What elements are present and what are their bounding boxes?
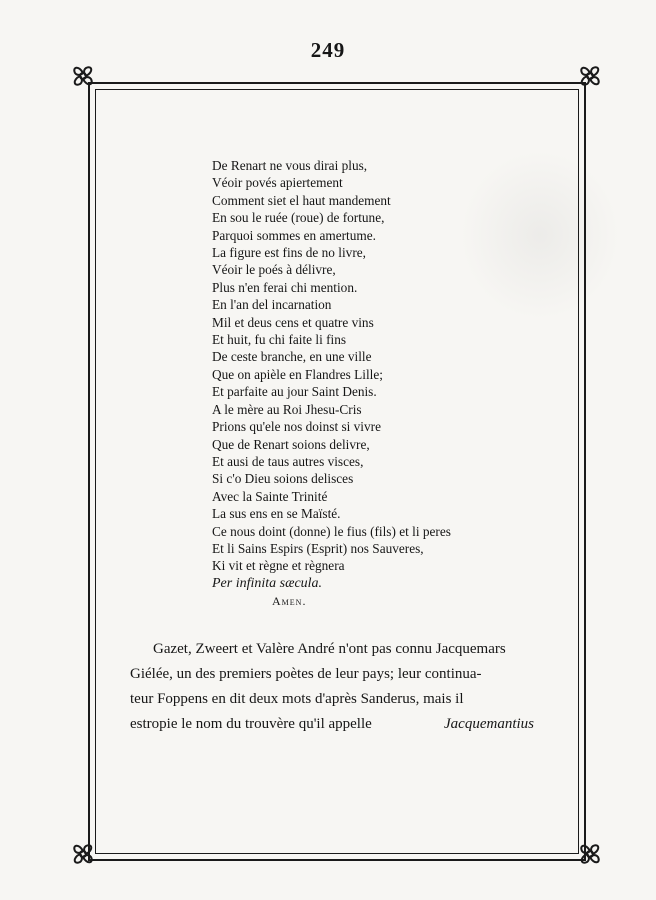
verse-line: Véoir povés apiertement [212, 175, 343, 191]
prose-line: Giélée, un des premiers poètes de leur pays; leur continua- [130, 666, 482, 682]
verse-line: Que de Renart soions delivre, [212, 436, 370, 452]
prose-line-last [130, 712, 534, 737]
verse-line: Que on apièle en Flandres Lille; [212, 366, 383, 382]
verse-line: En l'an del incarnation [212, 297, 332, 313]
verse-line: De Renart ne vous dirai plus, [212, 158, 368, 173]
verse-line: Et li Sains Espirs (Esprit) nos Sauveres, [212, 540, 424, 556]
verse-line: Et parfaite au jour Saint Denis. [212, 384, 377, 400]
verse-line: Si c'o Dieu soions delisces [212, 471, 354, 487]
verse-line: De ceste branche, en une ville [212, 349, 372, 365]
verse-line: Mil et deus cens et quatre vins [212, 314, 374, 330]
verse-amen: Amen. [272, 594, 307, 609]
fleuron-icon [577, 841, 603, 867]
fleuron-icon [577, 63, 603, 89]
prose-italic-name: Jacquemantius [444, 716, 534, 732]
verse-line: Comment siet el haut mandement [212, 192, 391, 208]
prose-text: estropie le nom du trouvère qu'il appelle [130, 716, 372, 732]
verse-line: A le mère au Roi Jhesu-Cris [212, 401, 362, 417]
verse-line: En sou le ruée (roue) de fortune, [212, 210, 385, 226]
verse-line: Avec la Sainte Trinité [212, 488, 328, 504]
verse-line: Et huit, fu chi faite li fins [212, 332, 347, 348]
prose-line: Gazet, Zweert et Valère André n'ont pas connu Jacquemars [153, 641, 506, 657]
prose-paragraph [130, 637, 534, 737]
verse-line: Véoir le poés à délivre, [212, 262, 336, 278]
verse-line: Et ausi de taus autres visces, [212, 453, 364, 469]
verse-line: Ce nous doint (donne) le fius (fils) et li peres [212, 523, 451, 539]
verse-line: La figure est fins de no livre, [212, 245, 366, 261]
verse-line: Parquoi sommes en amertume. [212, 227, 376, 243]
fleuron-icon [70, 841, 96, 867]
verse-line: Prions qu'ele nos doinst si vivre [212, 419, 381, 435]
poem-block [200, 157, 500, 611]
fleuron-icon [70, 63, 96, 89]
verse-line: Ki vit et règne et règnera [212, 558, 345, 574]
verse-latin-line: Per infinita sæcula. [212, 575, 323, 591]
page-number: 249 [310, 38, 346, 62]
verse-line: Plus n'en ferai chi mention. [212, 279, 358, 295]
verse-line: La sus ens en se Maïsté. [212, 506, 341, 522]
prose-line: teur Foppens en dit deux mots d'après Sanderus, mais il [130, 691, 464, 707]
